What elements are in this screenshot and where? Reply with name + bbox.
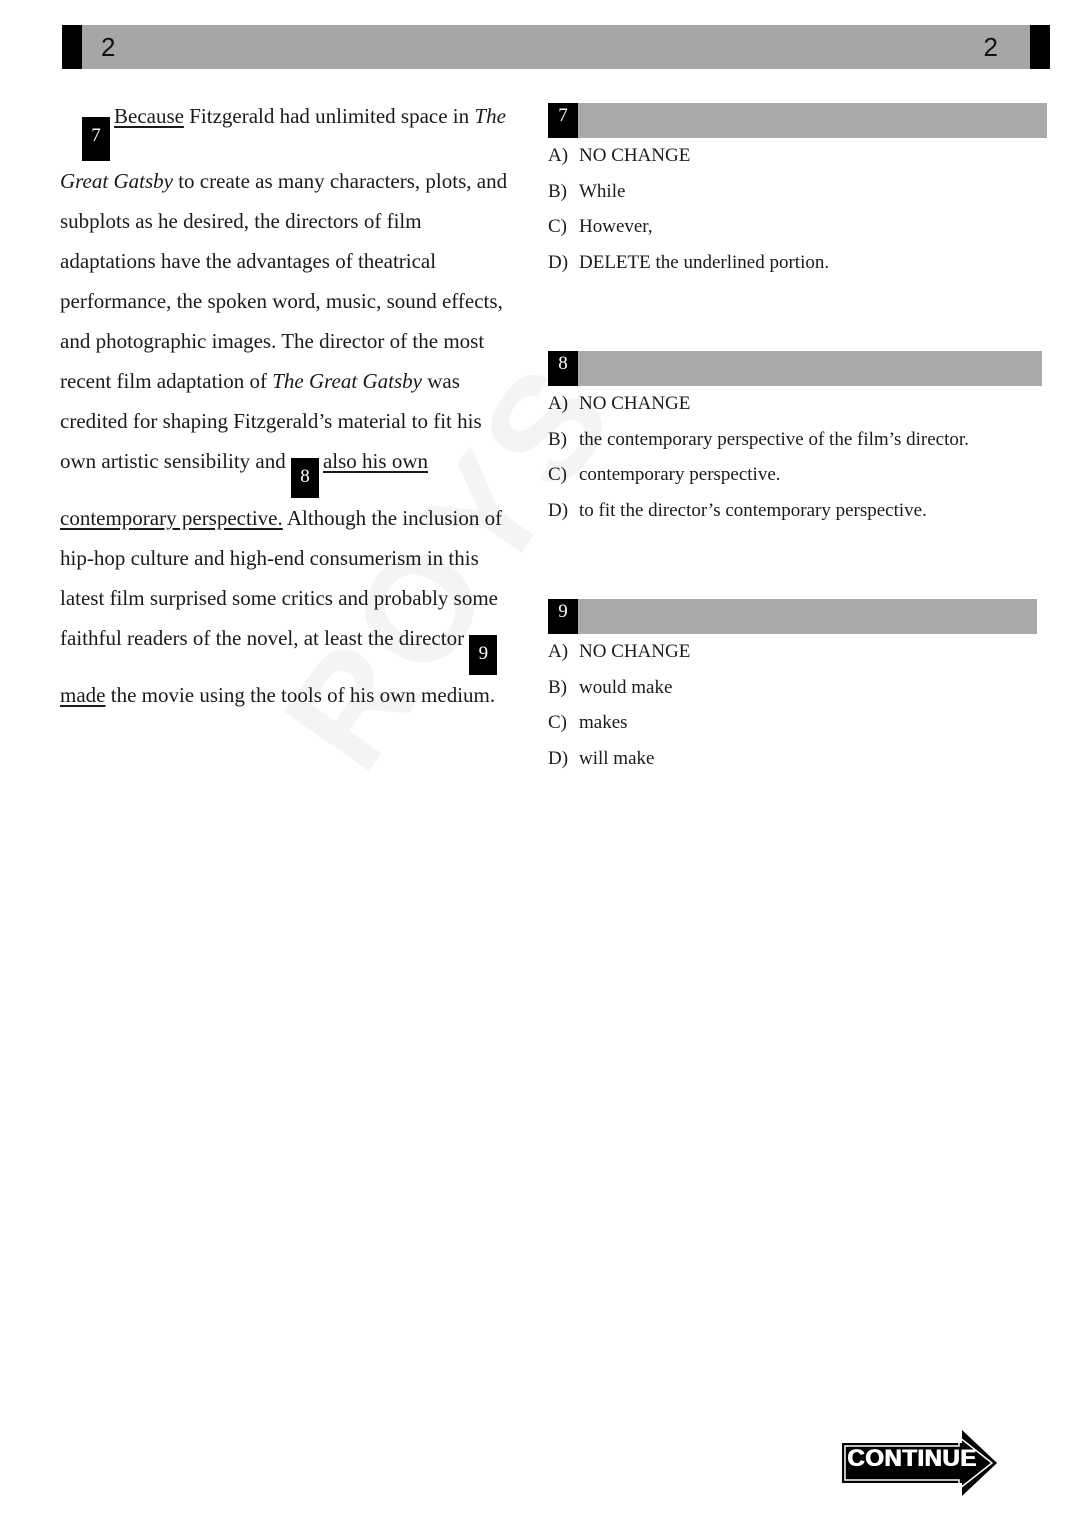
- continue-button[interactable]: [842, 1428, 1000, 1498]
- question-number: 7: [548, 103, 578, 138]
- book-title: The Great Gatsby: [60, 104, 506, 193]
- book-title: The Great Gatsby: [272, 369, 422, 393]
- answer-choices: [548, 634, 1037, 776]
- passage-text: Fitzgerald had unlimited space in: [183, 104, 475, 128]
- passage-text: the movie using the tools of his own medium.: [105, 683, 496, 707]
- passage-text: Although the inclusion of hip-hop culture and high-end consumerism in this latest film surprised some critics and probably some faithful readers of the novel, at least the director: [60, 506, 503, 650]
- question-header: [548, 351, 1042, 386]
- page-header: [62, 25, 1050, 69]
- question-7: [548, 103, 1047, 280]
- underlined-portion-9[interactable]: made: [60, 683, 106, 707]
- continue-label: CONTINUE: [847, 1445, 977, 1472]
- underlined-portion-7[interactable]: Because: [114, 104, 184, 128]
- answer-choice-a[interactable]: A) NO CHANGE: [548, 145, 691, 166]
- answer-choice-c[interactable]: C) However,: [548, 216, 653, 237]
- header-left-bar: [62, 25, 82, 69]
- answer-choices: [548, 386, 1042, 528]
- page-number-left: 2: [101, 32, 116, 62]
- passage-paragraph: [60, 96, 522, 715]
- question-marker-8[interactable]: 8: [291, 458, 319, 498]
- answer-choice-a[interactable]: A) NO CHANGE: [548, 641, 691, 662]
- answer-choice-d[interactable]: D) DELETE the underlined portion.: [548, 251, 830, 273]
- answer-choice-d[interactable]: D) to fit the director’s contemporary perspective.: [548, 499, 927, 521]
- answer-choices: [548, 138, 1047, 280]
- answer-choice-b[interactable]: B) would make: [548, 676, 673, 698]
- question-header: [548, 103, 1047, 138]
- answer-choice-c[interactable]: C) contemporary perspective.: [548, 464, 781, 485]
- underlined-portion-8[interactable]: also his own contemporary perspective.: [60, 449, 428, 530]
- question-marker-7[interactable]: 7: [82, 117, 110, 161]
- answer-choice-d[interactable]: D) will make: [548, 747, 655, 769]
- question-header: [548, 599, 1037, 634]
- answer-choice-b[interactable]: B) While: [548, 180, 626, 202]
- passage-text: to create as many characters, plots, and subplots as he desired, the directors of film adaptations have the advantages of theatrical performance, the spoken word, music, sound effects, and photographic images. The director of the most recent film adaptation of: [60, 169, 508, 393]
- answer-choice-a[interactable]: A) NO CHANGE: [548, 393, 691, 414]
- question-marker-9[interactable]: 9: [469, 635, 497, 675]
- page-number-right: 2: [983, 32, 998, 62]
- question-9: [548, 599, 1037, 776]
- question-number: 8: [548, 351, 578, 386]
- answer-choice-b[interactable]: B) the contemporary perspective of the film’s director.: [548, 428, 969, 450]
- question-8: [548, 351, 1042, 528]
- passage-text: was credited for shaping Fitzgerald’s material to fit his own artistic sensibility and: [60, 369, 482, 473]
- header-right-bar: [1030, 25, 1050, 69]
- answer-choice-c[interactable]: C) makes: [548, 712, 628, 733]
- passage: [60, 96, 522, 715]
- question-number: 9: [548, 599, 578, 634]
